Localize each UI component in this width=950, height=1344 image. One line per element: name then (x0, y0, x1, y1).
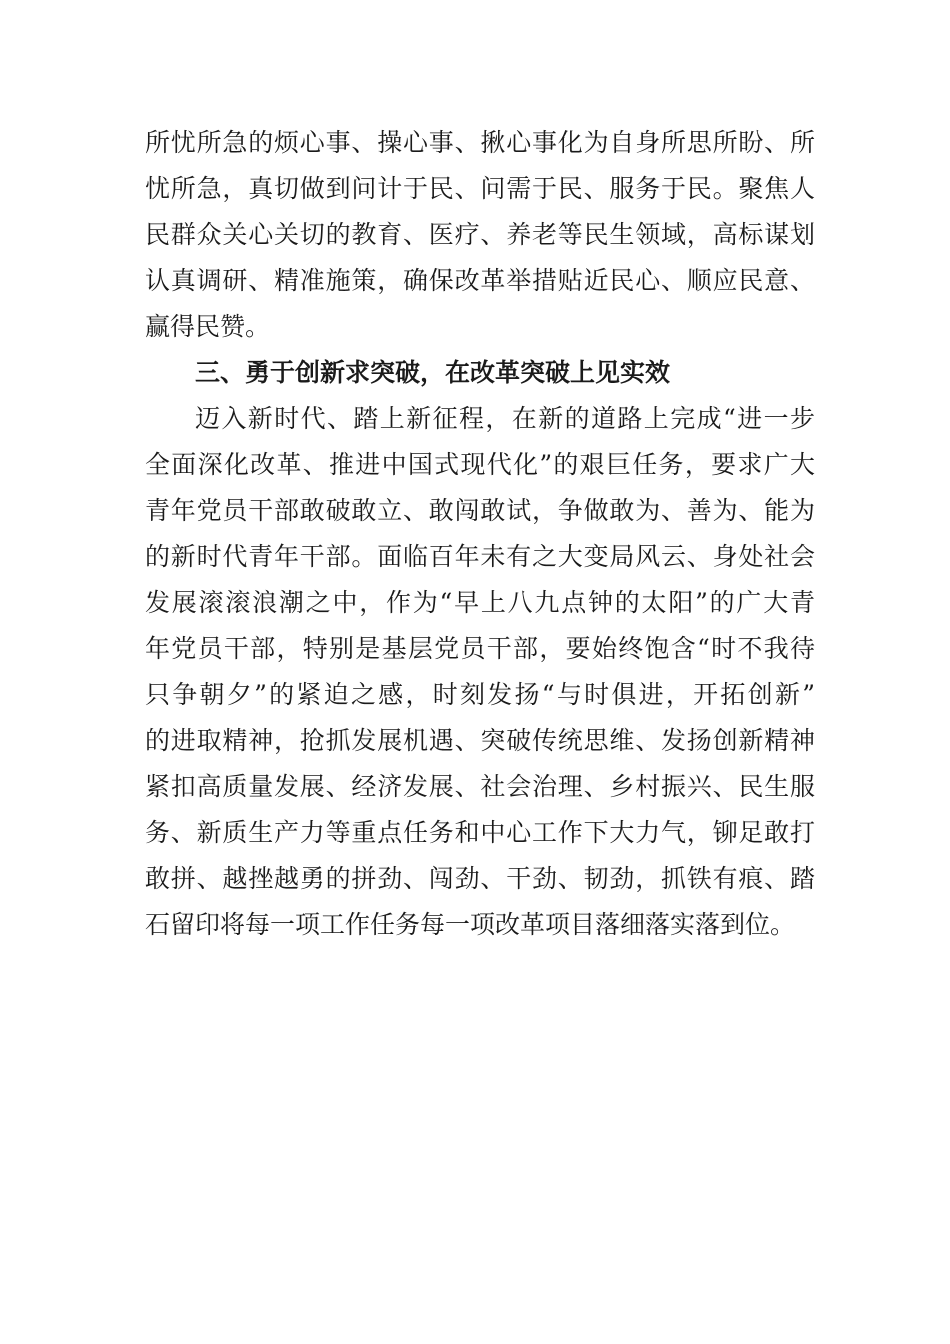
paragraph-line: 敢拼、越挫越勇的拼劲、闯劲、干劲、韧劲，抓铁有痕、踏 (145, 864, 815, 893)
paragraph-line: 发展滚滚浪潮之中，作为“早上八九点钟的太阳”的广大青 (145, 588, 815, 617)
paragraph-line: 年党员干部，特别是基层党员干部，要始终饱含“时不我待 (145, 634, 815, 663)
paragraph-2 (145, 396, 815, 948)
document-body (145, 120, 815, 948)
paragraph-line: 的新时代青年干部。面临百年未有之大变局风云、身处社会 (145, 542, 815, 571)
paragraph-line: 只争朝夕”的紧迫之感，时刻发扬“与时俱进，开拓创新” (145, 680, 815, 709)
paragraph-line: 迈入新时代、踏上新征程，在新的道路上完成“进一步 (195, 404, 815, 433)
paragraph-line: 认真调研、精准施策，确保改革举措贴近民心、顺应民意、 (145, 266, 815, 295)
paragraph-line: 赢得民赞。 (145, 312, 271, 341)
paragraph-line: 务、新质生产力等重点任务和中心工作下大力气，铆足敢打 (145, 818, 815, 847)
section-heading: 三、勇于创新求突破，在改革突破上见实效 (195, 358, 671, 387)
paragraph-line: 紧扣高质量发展、经济发展、社会治理、乡村振兴、民生服 (145, 772, 815, 801)
paragraph-1 (145, 120, 815, 350)
paragraph-line: 青年党员干部敢破敢立、敢闯敢试，争做敢为、善为、能为 (145, 496, 815, 525)
paragraph-line: 所忧所急的烦心事、操心事、揪心事化为自身所思所盼、所 (145, 128, 815, 157)
paragraph-line: 石留印将每一项工作任务每一项改革项目落细落实落到位。 (145, 910, 796, 939)
paragraph-line: 全面深化改革、推进中国式现代化”的艰巨任务，要求广大 (145, 450, 815, 479)
paragraph-line: 的进取精神，抢抓发展机遇、突破传统思维、发扬创新精神 (145, 726, 815, 755)
paragraph-line: 民群众关心关切的教育、医疗、养老等民生领域，高标谋划 (145, 220, 815, 249)
paragraph-line: 忧所急，真切做到问计于民、问需于民、服务于民。聚焦人 (145, 174, 815, 203)
